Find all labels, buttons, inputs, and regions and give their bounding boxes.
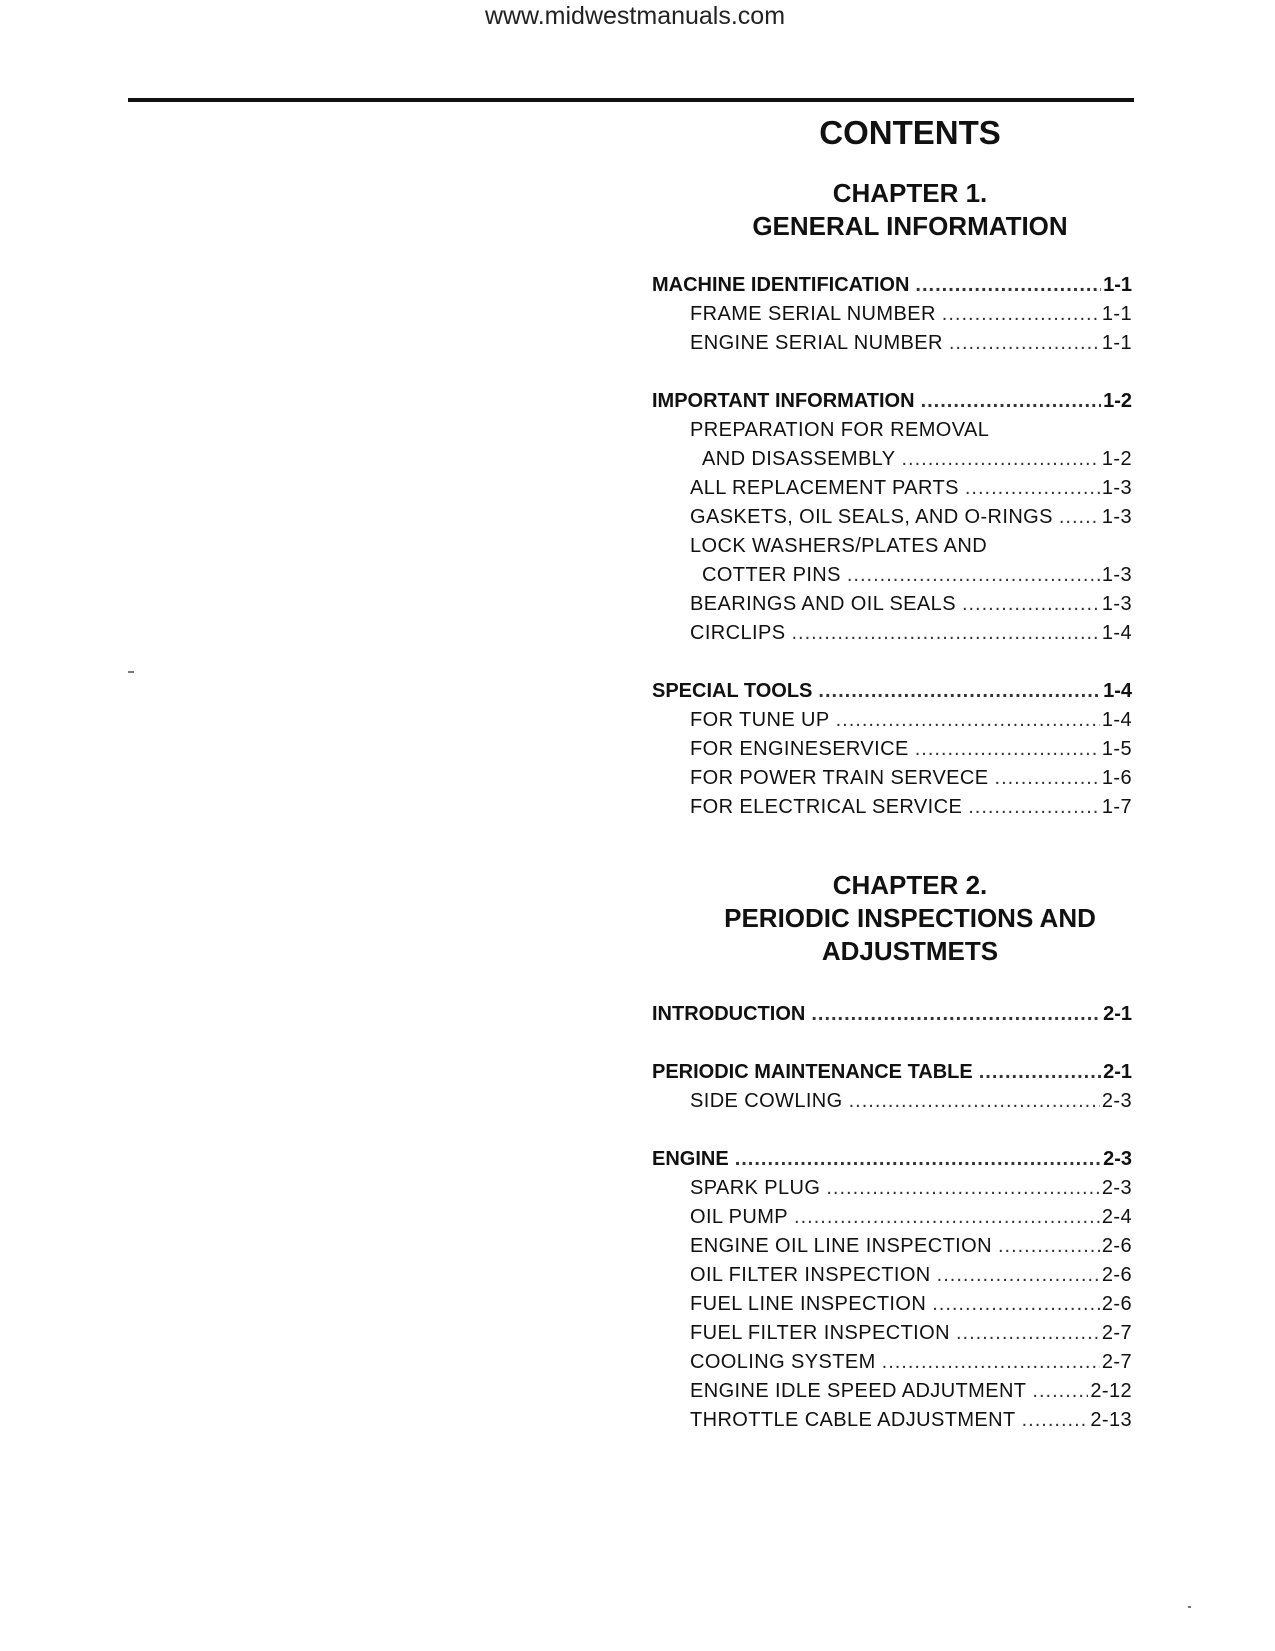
toc-entry-page: 1-4 [1103, 680, 1132, 702]
toc-entry-page: 2-7 [1101, 1322, 1132, 1344]
toc-entry-page: 2-3 [1101, 1177, 1132, 1199]
toc-entry-title: IMPORTANT INFORMATION [652, 390, 915, 412]
dot-leader [937, 1261, 1100, 1290]
toc-entry-title: CIRCLIPS [690, 622, 786, 644]
dot-leader [915, 271, 1101, 300]
toc-entry [652, 503, 1132, 532]
dot-leader [836, 706, 1100, 735]
chapter-2-heading [650, 869, 1170, 968]
toc-entry [652, 271, 1132, 300]
chapter-2-title-line-2: ADJUSTMETS [821, 936, 999, 966]
toc-entry-title: LOCK WASHERS/PLATES AND [690, 535, 988, 557]
dot-leader [949, 329, 1100, 358]
toc-group-engine [652, 1145, 1132, 1435]
toc-entry-page: 2-12 [1090, 1380, 1132, 1402]
toc-entry [652, 764, 1132, 793]
toc-entry-page: 1-7 [1101, 796, 1132, 818]
toc-entry [652, 1203, 1132, 1232]
chapter-1-heading [650, 177, 1170, 243]
dot-leader [811, 1000, 1101, 1029]
toc-entry-title: COTTER PINS [702, 564, 841, 586]
chapter-1-label: CHAPTER 1. [832, 178, 988, 208]
dot-leader [849, 1087, 1100, 1116]
toc-entry [652, 793, 1132, 822]
dot-leader [915, 735, 1100, 764]
toc-entry-title: MACHINE IDENTIFICATION [652, 274, 910, 296]
toc-entry-title: INTRODUCTION [652, 1003, 806, 1025]
toc-entry [652, 1377, 1132, 1406]
dot-leader [826, 1174, 1100, 1203]
toc-entry [652, 1174, 1132, 1203]
dot-leader [965, 474, 1100, 503]
toc-entry-title: COOLING SYSTEM [690, 1351, 876, 1373]
dot-leader [901, 445, 1099, 474]
toc-entry [652, 1000, 1132, 1029]
toc-entry-title: ENGINE OIL LINE INSPECTION [690, 1235, 992, 1257]
toc-entry-title: FOR POWER TRAIN SERVECE [690, 767, 989, 789]
toc-entry [652, 1406, 1132, 1435]
toc-entry-page: 2-7 [1101, 1351, 1132, 1373]
toc-entry-title: BEARINGS AND OIL SEALS [690, 593, 956, 615]
dot-leader [962, 590, 1100, 619]
toc-entry-page: 1-2 [1101, 448, 1132, 470]
toc-entry-title: FOR ELECTRICAL SERVICE [690, 796, 963, 818]
toc-entry [652, 416, 1132, 445]
dot-leader [956, 1319, 1100, 1348]
dot-leader [932, 1290, 1100, 1319]
toc-entry-page: 1-3 [1101, 564, 1132, 586]
toc-entry [652, 1290, 1132, 1319]
toc-entry [652, 1087, 1132, 1116]
toc-entry-title: SPARK PLUG [690, 1177, 821, 1199]
toc-entry-page: 2-6 [1101, 1235, 1132, 1257]
toc-entry-page: 1-1 [1101, 303, 1132, 325]
toc-entry [652, 300, 1132, 329]
toc-entry-title: PERIODIC MAINTENANCE TABLE [652, 1061, 973, 1083]
toc-entry [652, 1348, 1132, 1377]
toc-entry-title: OIL PUMP [690, 1206, 789, 1228]
toc-entry [652, 532, 1132, 561]
toc-entry-page: 2-3 [1101, 1090, 1132, 1112]
dot-leader [791, 619, 1099, 648]
dot-leader [968, 793, 1100, 822]
toc-group-periodic-maintenance [652, 1058, 1132, 1116]
toc-entry-title: FOR TUNE UP [690, 709, 830, 731]
toc-entry [652, 1232, 1132, 1261]
toc-entry-title: FRAME SERIAL NUMBER [690, 303, 936, 325]
scan-speck [1188, 1606, 1191, 1608]
toc-entry [652, 1145, 1132, 1174]
toc-entry-title: ALL REPLACEMENT PARTS [690, 477, 959, 499]
toc-group-special-tools [652, 677, 1132, 822]
dot-leader [794, 1203, 1100, 1232]
dot-leader [818, 677, 1101, 706]
toc-entry-page: 1-3 [1101, 477, 1132, 499]
toc-entry-page: 1-1 [1103, 274, 1132, 296]
toc-entry [652, 445, 1132, 474]
toc-entry [652, 706, 1132, 735]
toc-entry [652, 735, 1132, 764]
toc-entry-page: 1-4 [1101, 709, 1132, 731]
toc-entry-title: SPECIAL TOOLS [652, 680, 813, 702]
toc-entry-title: PREPARATION FOR REMOVAL [690, 419, 990, 441]
toc-entry-page: 2-6 [1101, 1264, 1132, 1286]
chapter-2-title-line-1: PERIODIC INSPECTIONS AND [724, 903, 1096, 933]
toc-entry-page: 2-3 [1103, 1148, 1132, 1170]
toc-entry-title: FUEL LINE INSPECTION [690, 1293, 927, 1315]
toc-entry-title: ENGINE IDLE SPEED ADJUTMENT [690, 1380, 1027, 1402]
toc-entry-page: 2-1 [1103, 1061, 1132, 1083]
toc-entry-page: 1-3 [1101, 593, 1132, 615]
dot-leader [942, 300, 1100, 329]
toc-entry-title: THROTTLE CABLE ADJUSTMENT [690, 1409, 1016, 1431]
chapter-2-label: CHAPTER 2. [832, 870, 988, 900]
dot-leader [1032, 1377, 1088, 1406]
toc-entry [652, 387, 1132, 416]
toc-entry-page: 2-4 [1101, 1206, 1132, 1228]
toc-entry-page: 1-5 [1101, 738, 1132, 760]
toc-group-important-information [652, 387, 1132, 648]
top-rule [128, 98, 1134, 102]
toc-entry [652, 619, 1132, 648]
toc-entry [652, 329, 1132, 358]
toc-entry [652, 1058, 1132, 1087]
toc-entry [652, 561, 1132, 590]
toc-entry-title: AND DISASSEMBLY [702, 448, 896, 470]
dot-leader [1059, 503, 1100, 532]
toc-entry-title: FOR ENGINESERVICE [690, 738, 909, 760]
toc-entry-page: 1-2 [1103, 390, 1132, 412]
toc-entry-page: 2-1 [1103, 1003, 1132, 1025]
dot-leader [921, 387, 1102, 416]
toc-entry [652, 590, 1132, 619]
toc-entry-title: OIL FILTER INSPECTION [690, 1264, 931, 1286]
dot-leader [1022, 1406, 1089, 1435]
toc-entry-title: SIDE COWLING [690, 1090, 843, 1112]
scan-speck [128, 671, 134, 673]
toc-entry-page: 1-1 [1101, 332, 1132, 354]
page-title: CONTENTS [819, 114, 1001, 151]
dot-leader [995, 764, 1100, 793]
toc-entry [652, 677, 1132, 706]
dot-leader [847, 561, 1100, 590]
toc-entry [652, 1319, 1132, 1348]
dot-leader [979, 1058, 1101, 1087]
dot-leader [882, 1348, 1100, 1377]
toc-group-introduction [652, 1000, 1132, 1029]
toc-entry [652, 1261, 1132, 1290]
toc-entry-page: 1-3 [1101, 506, 1132, 528]
site-url: www.midwestmanuals.com [484, 2, 786, 30]
toc-entry-title: FUEL FILTER INSPECTION [690, 1322, 950, 1344]
toc-entry-page: 2-6 [1101, 1293, 1132, 1315]
toc-group-machine-identification [652, 271, 1132, 358]
toc-entry-page: 2-13 [1090, 1409, 1132, 1431]
dot-leader [735, 1145, 1101, 1174]
toc-entry-title: ENGINE [652, 1148, 729, 1170]
dot-leader [998, 1232, 1100, 1261]
toc-entry-page: 1-4 [1101, 622, 1132, 644]
toc-entry-page: 1-6 [1101, 767, 1132, 789]
toc-entry [652, 474, 1132, 503]
toc-entry-title: GASKETS, OIL SEALS, AND O-RINGS [690, 506, 1053, 528]
toc-entry-title: ENGINE SERIAL NUMBER [690, 332, 943, 354]
chapter-1-title: GENERAL INFORMATION [752, 211, 1068, 241]
